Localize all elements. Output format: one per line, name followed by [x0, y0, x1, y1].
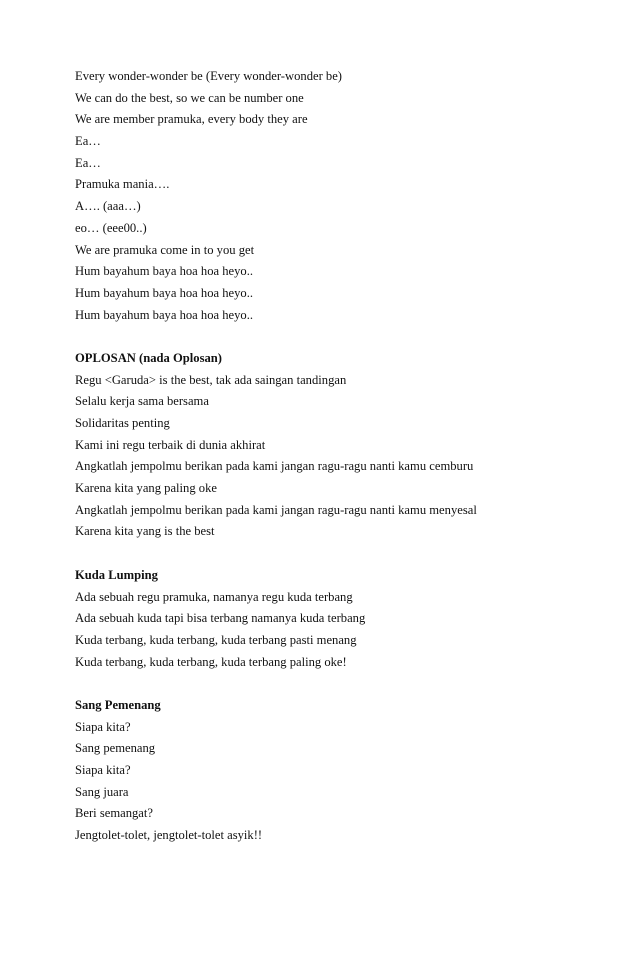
song-section-oplosan	[75, 348, 615, 543]
lyric-line: We are pramuka come in to you get	[75, 242, 255, 257]
lyric-line: Sang pemenang	[75, 741, 156, 756]
lyric-line: Sang juara	[75, 784, 129, 799]
lyric-line: Hum bayahum baya hoa hoa heyo..	[75, 307, 254, 322]
lyric-line: Kuda terbang, kuda terbang, kuda terbang paling oke!	[75, 654, 347, 669]
lyric-line: Siapa kita?	[75, 763, 131, 777]
lyric-line: Kami ini regu terbaik di dunia akhirat	[75, 437, 266, 452]
lyric-line: Regu <Garuda> is the best, tak ada saingan tandingan	[75, 372, 347, 387]
song-section-sang-pemenang	[75, 695, 615, 847]
lyric-line: Kuda terbang, kuda terbang, kuda terbang pasti menang	[75, 632, 357, 647]
lyric-line: Selalu kerja sama bersama	[75, 394, 209, 409]
song-title: OPLOSAN (nada Oplosan)	[75, 350, 222, 365]
lyric-line: Ea…	[75, 155, 101, 170]
lyric-line: Ada sebuah kuda tapi bisa terbang namanya kuda terbang	[75, 611, 366, 626]
lyric-line: Ea…	[75, 134, 101, 149]
lyric-line: We are member pramuka, every body they are	[75, 112, 308, 127]
lyric-line: Beri semangat?	[75, 806, 153, 821]
document-page	[75, 66, 615, 847]
lyric-line: Hum bayahum baya hoa hoa heyo..	[75, 285, 254, 300]
lyric-line: Hum bayahum baya hoa hoa heyo..	[75, 264, 254, 279]
lyric-line: Pramuka mania….	[75, 177, 170, 192]
lyric-line: eo… (eee00..)	[75, 220, 147, 235]
section-spacer	[75, 326, 615, 348]
lyric-line: Angkatlah jempolmu berikan pada kami jangan ragu-ragu nanti kamu cemburu	[75, 459, 474, 474]
lyric-line: Ada sebuah regu pramuka, namanya regu kuda terbang	[75, 589, 353, 604]
section-spacer	[75, 673, 615, 695]
song-section-intro	[75, 66, 615, 326]
lyric-line: We can do the best, so we can be number one	[75, 90, 304, 105]
lyric-line: Every wonder-wonder be (Every wonder-wonder be)	[75, 69, 343, 83]
song-title: Sang Pemenang	[75, 697, 161, 712]
song-title: Kuda Lumping	[75, 567, 158, 582]
lyric-line: Karena kita yang paling oke	[75, 481, 217, 496]
lyric-line: Solidaritas penting	[75, 416, 170, 430]
lyric-line: A…. (aaa…)	[75, 199, 141, 214]
lyric-line: Karena kita yang is the best	[75, 524, 215, 539]
lyric-line: Angkatlah jempolmu berikan pada kami jangan ragu-ragu nanti kamu menyesal	[75, 502, 477, 517]
section-spacer	[75, 543, 615, 565]
song-section-kuda-lumping	[75, 565, 615, 673]
lyric-line: Jengtolet-tolet, jengtolet-tolet asyik!!	[75, 828, 263, 843]
lyric-line: Siapa kita?	[75, 719, 131, 734]
